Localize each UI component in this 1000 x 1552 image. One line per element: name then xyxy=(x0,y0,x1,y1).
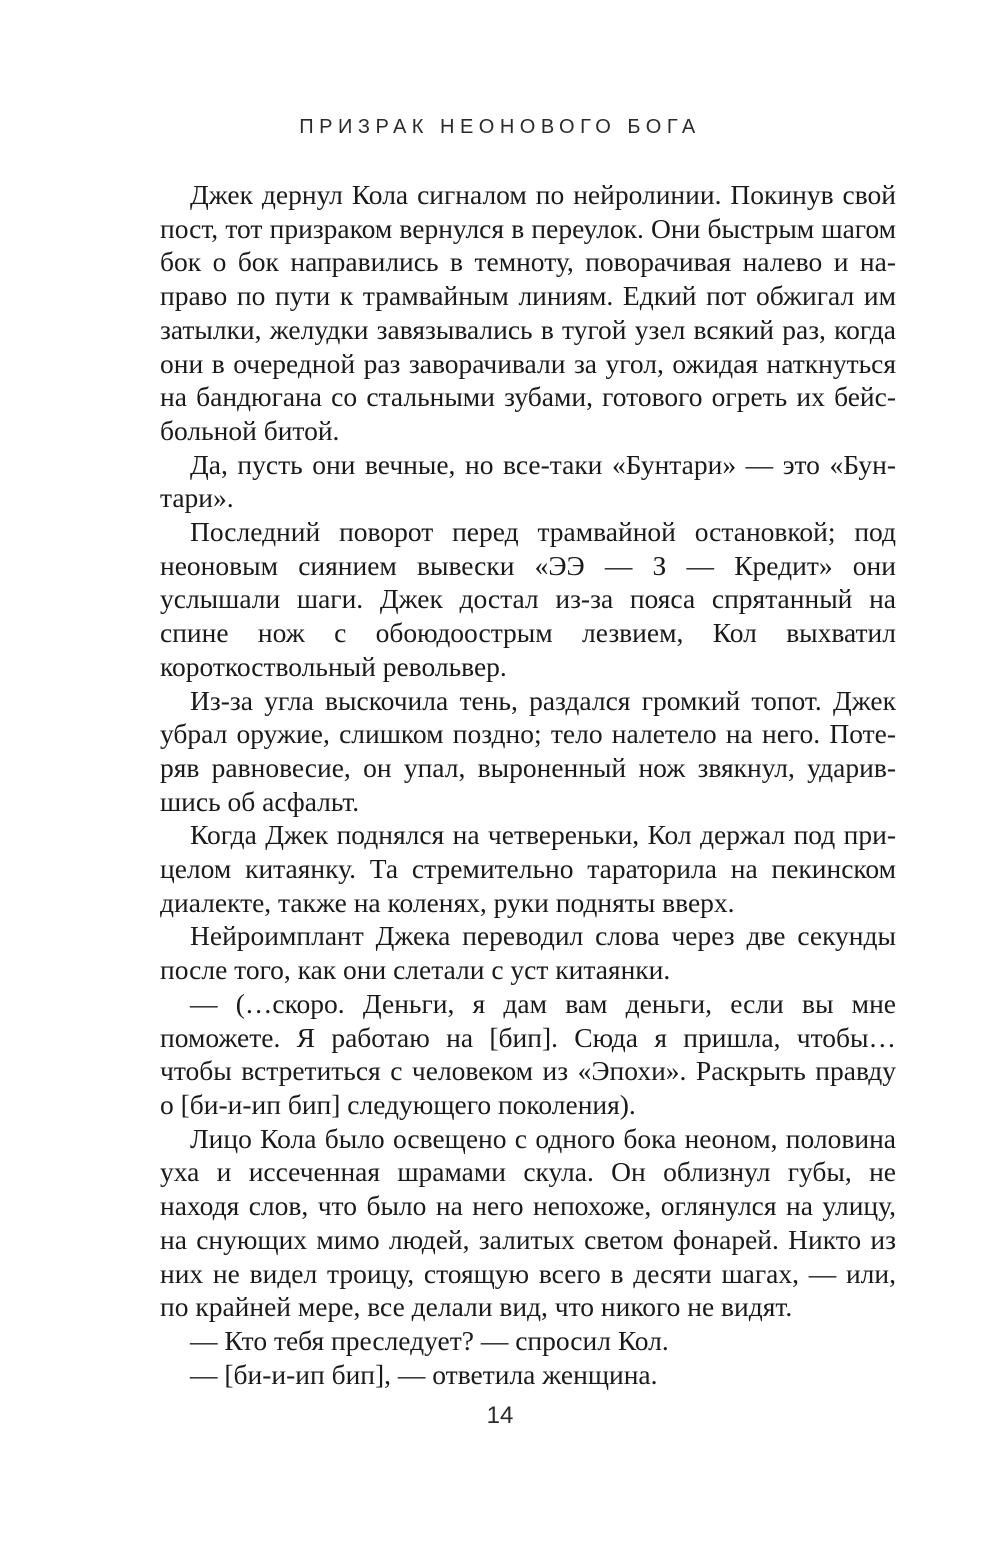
paragraph: Джек дернул Кола сигналом по нейролинии. Покинув свой пост, тот призраком вернулся в переулок. Они быстрым шагом бок о бок направились в темноту, поворачивая налево и направо по пути к трамвайным линиям. Едкий пот обжигал им затылки, желудки завязывались в тугой узел всякий раз, когда они в очередной раз заворачивали за угол, ожидая наткнуться на бандюгана со стальными зубами, готового огреть их бейсбольной битой. xyxy=(160,179,896,446)
running-head: ПРИЗРАК НЕОНОВОГО БОГА xyxy=(299,116,701,138)
paragraph: Лицо Кола было освещено с одного бока неоном, половина уха и иссеченная шрамами скула. Он облизнул губы, не находя слов, что было на него непохоже, оглянулся на улицу, на снующих мимо людей, залитых светом фонарей. Никто из них не видел троицу, стоящую всего в десяти шагах, — или, по крайней мере, все делали вид, что никого не видят. xyxy=(160,1122,896,1323)
paragraph: Нейроимплант Джека переводил слова через две секунды после того, как они слетали с уст китаянки. xyxy=(160,920,896,986)
paragraph: Из-за угла выскочила тень, раздался громкий топот. Джек убрал оружие, слишком поздно; тело налетело на него. Потеряв равновесие, он упал, выроненный нож звякнул, ударившись об асфальт. xyxy=(160,684,896,817)
paragraph: Да, пусть они вечные, но все-таки «Бунтари» — это «Бунтари». xyxy=(160,448,896,514)
paragraph: — (…скоро. Деньги, я дам вам деньги, если вы мне поможете. Я работаю на [бип]. Сюда я пришла, чтобы… чтобы встретиться с человеком из «Эпохи». Раскрыть правду о [би-и-ип бип] следующего поколения). xyxy=(160,987,896,1120)
page-number: 14 xyxy=(486,1402,514,1429)
body-text xyxy=(160,178,896,1391)
dialogue-line: — Кто тебя преследует? — спросил Кол. xyxy=(190,1324,669,1356)
dialogue-line: — [би-и-ип бип], — ответила женщина. xyxy=(190,1358,658,1390)
paragraph: Последний поворот перед трамвайной остановкой; под неоновым сиянием вывески «ЭЭ — З — Кредит» они услышали шаги. Джек достал из-за пояса спрятанный на спине нож с обоюдоострым лезвием, Кол выхватил короткоствольный револьвер. xyxy=(160,516,896,682)
paragraph: Когда Джек поднялся на четвереньки, Кол держал под прицелом китаянку. Та стремительно тараторила на пекинском диалекте, также на коленях, руки подняты вверх. xyxy=(160,819,896,918)
